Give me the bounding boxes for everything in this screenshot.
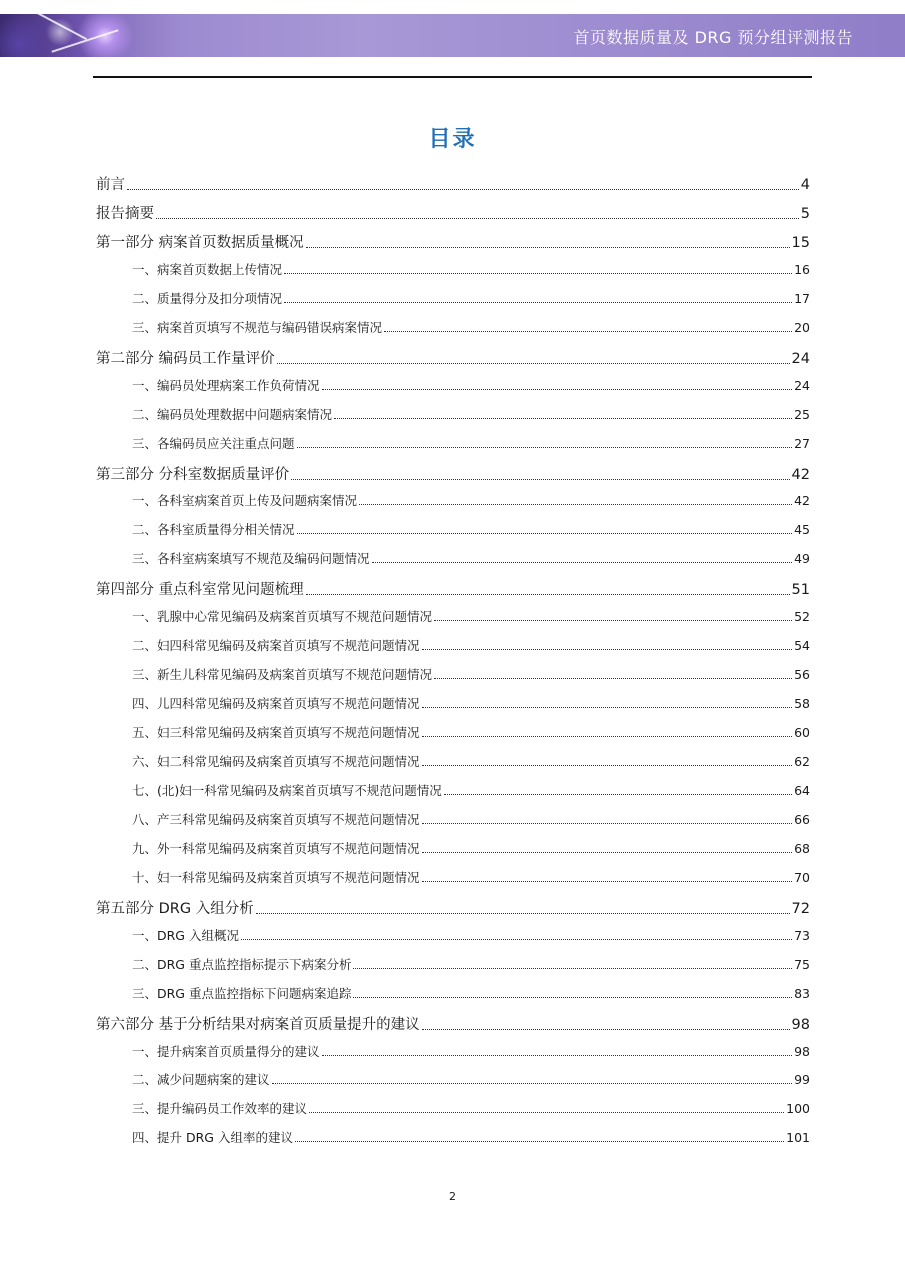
toc-leader-dots bbox=[284, 273, 792, 274]
toc-subsection-entry[interactable] bbox=[96, 434, 810, 452]
toc-entry-label: 二、妇四科常见编码及病案首页填写不规范问题情况 bbox=[132, 638, 420, 654]
toc-entry-page: 49 bbox=[794, 551, 810, 567]
toc-leader-dots bbox=[306, 247, 790, 248]
toc-entry-label: 二、质量得分及扣分项情况 bbox=[132, 290, 283, 306]
toc-entry-page: 20 bbox=[794, 319, 810, 335]
toc-subsection-entry[interactable] bbox=[96, 376, 810, 394]
toc-section-entry[interactable] bbox=[96, 347, 810, 368]
toc-leader-dots bbox=[322, 389, 793, 390]
toc-section-entry[interactable] bbox=[96, 1013, 810, 1034]
toc-entry-label: 三、提升编码员工作效率的建议 bbox=[132, 1101, 308, 1117]
toc-entry-label: 第二部分 编码员工作量评价 bbox=[96, 350, 275, 367]
toc-entry-label: 第五部分 DRG 入组分析 bbox=[96, 900, 254, 917]
toc-entry-label: 一、编码员处理病案工作负荷情况 bbox=[132, 377, 320, 393]
header-title: 首页数据质量及 DRG 预分组评测报告 bbox=[573, 28, 853, 47]
toc-leader-dots bbox=[309, 1112, 784, 1113]
toc-entry-label: 四、儿四科常见编码及病案首页填写不规范问题情况 bbox=[132, 696, 420, 712]
toc-leader-dots bbox=[422, 881, 793, 882]
toc-subsection-entry[interactable] bbox=[96, 1128, 810, 1146]
toc-leader-dots bbox=[277, 363, 790, 364]
toc-leader-dots bbox=[384, 331, 792, 332]
toc-entry-label: 三、病案首页填写不规范与编码错误病案情况 bbox=[132, 319, 383, 335]
toc-entry-label: 第六部分 基于分析结果对病案首页质量提升的建议 bbox=[96, 1016, 420, 1033]
toc-entry-page: 56 bbox=[794, 667, 810, 683]
toc-leader-dots bbox=[295, 1141, 784, 1142]
toc-leader-dots bbox=[291, 479, 789, 480]
toc-leader-dots bbox=[297, 533, 793, 534]
toc-leader-dots bbox=[353, 968, 792, 969]
toc-leader-dots bbox=[272, 1083, 793, 1084]
toc-leader-dots bbox=[359, 504, 792, 505]
toc-entry-page: 24 bbox=[794, 377, 810, 393]
toc-subsection-entry[interactable] bbox=[96, 1099, 810, 1117]
toc-subsection-entry[interactable] bbox=[96, 1042, 810, 1060]
toc-entry-label: 一、提升病案首页质量得分的建议 bbox=[132, 1043, 320, 1059]
toc-entry-page: 70 bbox=[794, 869, 810, 885]
toc-subsection-entry[interactable] bbox=[96, 955, 810, 973]
toc-entry-label: 八、产三科常见编码及病案首页填写不规范问题情况 bbox=[132, 811, 420, 827]
toc-subsection-entry[interactable] bbox=[96, 1070, 810, 1088]
toc-entry-label: 三、各科室病案填写不规范及编码问题情况 bbox=[132, 551, 370, 567]
toc-entry-page: 73 bbox=[794, 927, 810, 943]
toc-entry-page: 45 bbox=[794, 522, 810, 538]
toc-entry-page: 66 bbox=[794, 811, 810, 827]
toc-entry-label: 四、提升 DRG 入组率的建议 bbox=[132, 1130, 293, 1146]
toc-entry-label: 二、各科室质量得分相关情况 bbox=[132, 522, 295, 538]
toc-section-entry[interactable] bbox=[96, 463, 810, 484]
toc-entry-page: 17 bbox=[794, 290, 810, 306]
toc-entry-label: 五、妇三科常见编码及病案首页填写不规范问题情况 bbox=[132, 725, 420, 741]
toc-section-entry[interactable] bbox=[96, 202, 810, 223]
toc-entry-label: 一、乳腺中心常见编码及病案首页填写不规范问题情况 bbox=[132, 609, 433, 625]
toc-leader-dots bbox=[422, 765, 793, 766]
toc-entry-page: 42 bbox=[794, 493, 810, 509]
toc-entry-label: 前言 bbox=[96, 177, 125, 193]
toc-subsection-entry[interactable] bbox=[96, 752, 810, 770]
toc-entry-label: 九、外一科常见编码及病案首页填写不规范问题情况 bbox=[132, 840, 420, 856]
toc-entry-page: 54 bbox=[794, 638, 810, 654]
toc-entry-label: 一、病案首页数据上传情况 bbox=[132, 261, 283, 277]
toc-leader-dots bbox=[322, 1055, 793, 1056]
toc-subsection-entry[interactable] bbox=[96, 723, 810, 741]
toc-subsection-entry[interactable] bbox=[96, 405, 810, 423]
toc-entry-page: 51 bbox=[791, 582, 810, 599]
toc-entry-label: 二、DRG 重点监控指标提示下病案分析 bbox=[132, 956, 352, 972]
toc-entry-label: 三、各编码员应关注重点问题 bbox=[132, 435, 295, 451]
toc-leader-dots bbox=[256, 913, 790, 914]
toc-subsection-entry[interactable] bbox=[96, 289, 810, 307]
toc-section-entry[interactable] bbox=[96, 578, 810, 599]
toc-entry-page: 15 bbox=[791, 234, 810, 251]
toc-section-entry[interactable] bbox=[96, 231, 810, 252]
toc-subsection-entry[interactable] bbox=[96, 665, 810, 683]
toc-leader-dots bbox=[334, 418, 792, 419]
toc-entry-label: 一、DRG 入组概况 bbox=[132, 927, 239, 943]
toc-entry-label: 第三部分 分科室数据质量评价 bbox=[96, 466, 290, 483]
toc-entry-page: 24 bbox=[791, 350, 810, 367]
toc-entry-label: 二、减少问题病案的建议 bbox=[132, 1072, 270, 1088]
toc-entry-page: 72 bbox=[791, 900, 810, 917]
toc-entry-page: 60 bbox=[794, 725, 810, 741]
toc-entry-label: 第四部分 重点科室常见问题梳理 bbox=[96, 582, 304, 599]
toc-entry-page: 58 bbox=[794, 696, 810, 712]
toc-leader-dots bbox=[297, 447, 793, 448]
toc-leader-dots bbox=[422, 1029, 790, 1030]
toc-entry-page: 27 bbox=[794, 435, 810, 451]
toc-subsection-entry[interactable] bbox=[96, 491, 810, 509]
toc-entry-page: 101 bbox=[786, 1130, 810, 1146]
toc-leader-dots bbox=[434, 620, 792, 621]
toc-title: 目录 bbox=[428, 127, 477, 152]
toc-subsection-entry[interactable] bbox=[96, 694, 810, 712]
toc-entry-page: 52 bbox=[794, 609, 810, 625]
toc-leader-dots bbox=[127, 189, 799, 190]
toc-entry-label: 三、DRG 重点监控指标下问题病案追踪 bbox=[132, 985, 352, 1001]
toc-subsection-entry[interactable] bbox=[96, 520, 810, 538]
toc-entry-page: 62 bbox=[794, 754, 810, 769]
toc-subsection-entry[interactable] bbox=[96, 636, 810, 654]
toc-entry-label: 六、妇二科常见编码及病案首页填写不规范问题情况 bbox=[132, 754, 420, 769]
toc-entry-page: 98 bbox=[794, 1043, 810, 1059]
toc-subsection-entry[interactable] bbox=[96, 926, 810, 944]
toc-subsection-entry[interactable] bbox=[96, 781, 810, 799]
toc-entry-label: 二、编码员处理数据中问题病案情况 bbox=[132, 406, 333, 422]
toc-leader-dots bbox=[422, 823, 793, 824]
toc-entry-page: 83 bbox=[794, 985, 810, 1001]
toc-entry-page: 4 bbox=[800, 177, 810, 193]
toc-section-entry[interactable] bbox=[96, 897, 810, 918]
toc-leader-dots bbox=[353, 997, 792, 998]
toc-entry-page: 68 bbox=[794, 840, 810, 856]
toc-leader-dots bbox=[372, 562, 793, 563]
toc-entry-label: 一、各科室病案首页上传及问题病案情况 bbox=[132, 493, 358, 509]
toc-leader-dots bbox=[306, 594, 790, 595]
toc-entry-page: 42 bbox=[791, 466, 810, 483]
toc-leader-dots bbox=[444, 794, 792, 795]
toc-section-entry[interactable] bbox=[96, 173, 810, 194]
toc-subsection-entry[interactable] bbox=[96, 810, 810, 828]
page-number: 2 bbox=[449, 1190, 456, 1203]
toc-leader-dots bbox=[422, 707, 793, 708]
toc-entry-page: 5 bbox=[800, 205, 810, 222]
toc-entry-label: 十、妇一科常见编码及病案首页填写不规范问题情况 bbox=[132, 869, 420, 885]
toc-subsection-entry[interactable] bbox=[96, 868, 810, 886]
toc-entry-page: 98 bbox=[791, 1016, 810, 1033]
toc-subsection-entry[interactable] bbox=[96, 607, 810, 625]
toc-entry-page: 100 bbox=[786, 1101, 810, 1117]
toc-leader-dots bbox=[422, 852, 793, 853]
toc-leader-dots bbox=[422, 736, 793, 737]
toc-entry-label: 报告摘要 bbox=[96, 205, 154, 222]
header-banner bbox=[0, 14, 905, 57]
toc-entry-page: 16 bbox=[794, 261, 810, 277]
toc-leader-dots bbox=[284, 302, 792, 303]
toc-entry-label: 第一部分 病案首页数据质量概况 bbox=[96, 234, 304, 251]
toc-leader-dots bbox=[434, 678, 792, 679]
toc-entry-page: 75 bbox=[794, 956, 810, 972]
toc-subsection-entry[interactable] bbox=[96, 260, 810, 278]
toc-entry-page: 25 bbox=[794, 406, 810, 422]
toc-subsection-entry[interactable] bbox=[96, 318, 810, 336]
header-rule bbox=[93, 76, 812, 78]
toc-subsection-entry[interactable] bbox=[96, 839, 810, 857]
toc-subsection-entry[interactable] bbox=[96, 984, 810, 1002]
toc-entry-page: 99 bbox=[794, 1072, 810, 1088]
toc-leader-dots bbox=[156, 218, 799, 219]
toc-leader-dots bbox=[241, 939, 792, 940]
toc-entry-label: 七、(北)妇一科常见编码及病案首页填写不规范问题情况 bbox=[132, 782, 442, 798]
toc-leader-dots bbox=[422, 649, 793, 650]
toc-entry-page: 64 bbox=[794, 782, 810, 798]
toc-subsection-entry[interactable] bbox=[96, 549, 810, 567]
toc-entry-label: 三、新生儿科常见编码及病案首页填写不规范问题情况 bbox=[132, 667, 433, 683]
